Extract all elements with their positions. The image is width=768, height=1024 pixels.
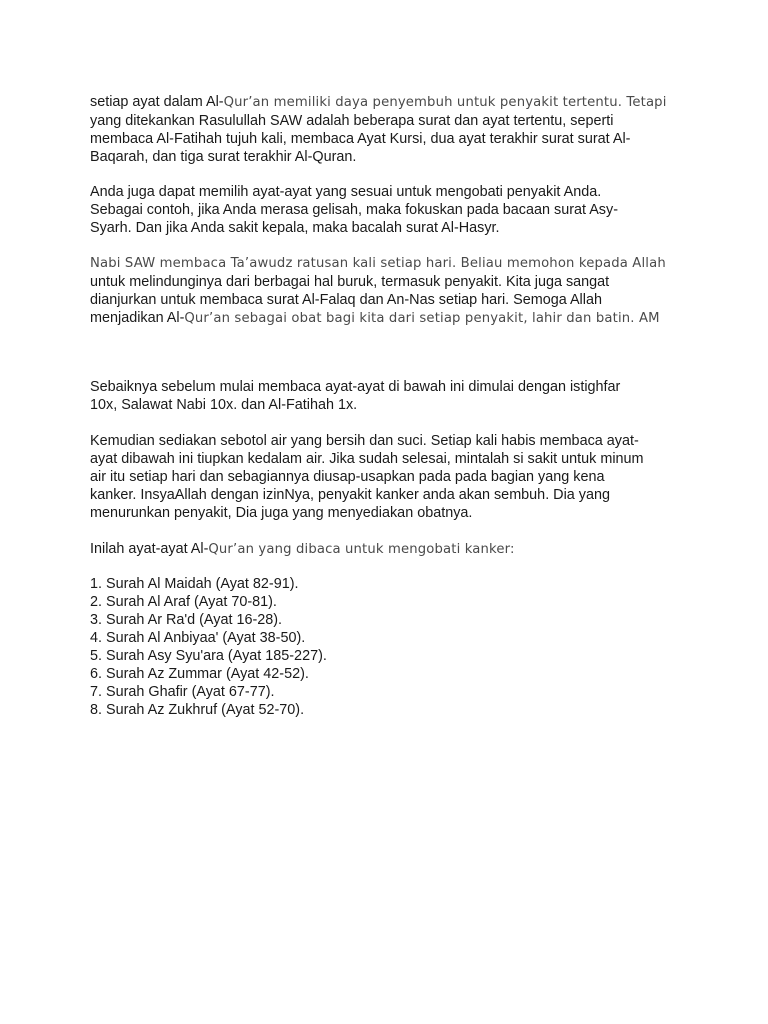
text-line: air itu setiap hari dan sebagiannya diusap-usapkan pada pada bagian yang kena (90, 469, 605, 485)
text-line: Baqarah, dan tiga surat terakhir Al-Quran. (90, 149, 357, 165)
text-line: untuk melindunginya dari berbagai hal buruk, termasuk penyakit. Kita juga sangat (90, 274, 610, 290)
text-line: membaca Al-Fatihah tujuh kali, membaca Ayat Kursi, dua ayat terakhir surat surat Al- (90, 131, 631, 147)
list-item: 2. Surah Al Araf (Ayat 70-81). (90, 594, 277, 610)
text-line: menjadikan Al-Qur’an sebagai obat bagi kita dari setiap penyakit, lahir dan batin. AM (90, 310, 660, 326)
text-line: Sebagai contoh, jika Anda merasa gelisah, maka fokuskan pada bacaan surat Asy- (90, 202, 618, 218)
list-item: 6. Surah Az Zummar (Ayat 42-52). (90, 666, 309, 682)
text-line: kanker. InsyaAllah dengan izinNya, penyakit kanker anda akan sembuh. Dia yang (90, 487, 610, 503)
paragraph-quran-healing (90, 93, 690, 166)
text-line: Sebaiknya sebelum mulai membaca ayat-ayat di bawah ini dimulai dengan istighfar (90, 379, 621, 395)
list-item: 3. Surah Ar Ra'd (Ayat 16-28). (90, 612, 283, 628)
text-line: Nabi SAW membaca Ta’awudz ratusan kali setiap hari. Beliau memohon kepada Allah (90, 256, 666, 271)
text-line: Kemudian sediakan sebotol air yang bersih dan suci. Setiap kali habis membaca ayat- (90, 433, 639, 449)
text-line: yang ditekankan Rasulullah SAW adalah beberapa surat dan ayat tertentu, seperti (90, 113, 614, 129)
list-item: 4. Surah Al Anbiyaa' (Ayat 38-50). (90, 630, 306, 646)
paragraph-choose-verses (90, 183, 690, 237)
list-item: 5. Surah Asy Syu'ara (Ayat 185-227). (90, 648, 327, 664)
list-item: 1. Surah Al Maidah (Ayat 82-91). (90, 576, 299, 592)
list-item: 8. Surah Az Zukhruf (Ayat 52-70). (90, 702, 305, 718)
paragraph-list-intro (90, 540, 690, 559)
text-line: 10x, Salawat Nabi 10x. dan Al-Fatihah 1x. (90, 397, 358, 413)
text-line: setiap ayat dalam Al-Qur’an memiliki daya penyembuh untuk penyakit tertentu. Tetapi (90, 94, 667, 110)
text-line: Anda juga dapat memilih ayat-ayat yang sesuai untuk mengobati penyakit Anda. (90, 184, 602, 200)
text-line: Inilah ayat-ayat Al-Qur’an yang dibaca untuk mengobati kanker: (90, 541, 515, 557)
text-line: ayat dibawah ini tiupkan kedalam air. Jika sudah selesai, mintalah si sakit untuk minum (90, 451, 644, 467)
text-line: Syarh. Dan jika Anda sakit kepala, maka bacalah surat Al-Hasyr. (90, 220, 500, 236)
surah-list (90, 575, 690, 719)
paragraph-taawudz (90, 255, 690, 328)
text-line: menurunkan penyakit, Dia juga yang menyediakan obatnya. (90, 505, 473, 521)
paragraph-water-instructions (90, 432, 690, 522)
text-line: dianjurkan untuk membaca surat Al-Falaq dan An-Nas setiap hari. Semoga Allah (90, 292, 602, 308)
paragraph-before-reading (90, 378, 690, 414)
list-item: 7. Surah Ghafir (Ayat 67-77). (90, 684, 275, 700)
